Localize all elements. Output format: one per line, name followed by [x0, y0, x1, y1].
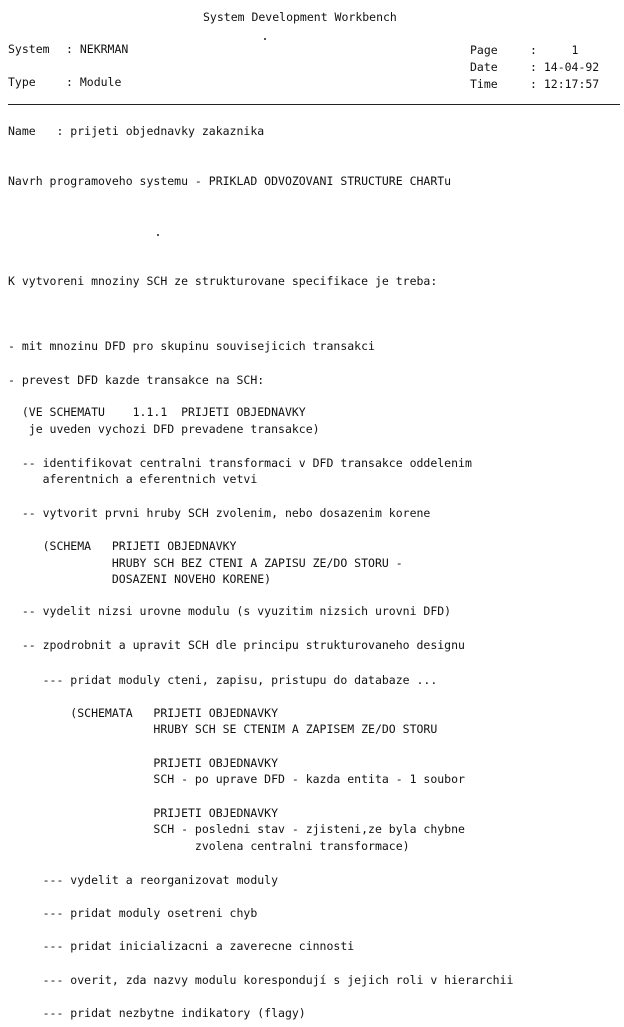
type-label: Type: [8, 75, 36, 89]
list-item: -- vydelit nizsi urovne modulu (s vyuzitim nizsich urovni DFD): [8, 604, 452, 618]
list-item: - mit mnozinu DFD pro skupinu souvisejicich transakci: [8, 339, 375, 353]
type-value: : Module: [66, 75, 122, 89]
list-item: zvolena centralni transformace): [8, 839, 410, 853]
list-item: je uveden vychozi DFD prevadene transakce): [8, 422, 320, 436]
scan-speck: [264, 38, 266, 40]
list-item: --- overit, zda nazvy modulu korespondují s jejich roli v hierarchii: [8, 973, 514, 987]
time-value: : 12:17:57: [530, 77, 600, 91]
list-item: (SCHEMATA PRIJETI OBJEDNAVKY: [8, 706, 279, 720]
list-item: DOSAZENI NOVEHO KORENE): [8, 572, 272, 586]
list-item: HRUBY SCH BEZ CTENI A ZAPISU ZE/DO STORU -: [8, 556, 403, 570]
header-divider: [8, 104, 620, 105]
lead-line: K vytvoreni mnoziny SCH ze strukturovane specifikace je treba:: [8, 274, 438, 288]
page-label: Page: [470, 43, 498, 57]
page-title: System Development Workbench: [203, 10, 397, 24]
date-value: : 14-04-92: [530, 60, 600, 74]
scan-speck: [157, 234, 159, 236]
list-item: SCH - po uprave DFD - kazda entita - 1 soubor: [8, 772, 465, 786]
time-label: Time: [470, 77, 498, 91]
name-line: Name : prijeti objednavky zakaznika: [8, 124, 265, 138]
list-item: SCH - posledni stav - zjisteni,ze byla chybne: [8, 822, 465, 836]
list-item: PRIJETI OBJEDNAVKY: [8, 806, 279, 820]
list-item: (SCHEMA PRIJETI OBJEDNAVKY: [8, 539, 237, 553]
list-item: aferentnich a eferentnich vetvi: [8, 472, 258, 486]
page-value: : 1: [530, 43, 579, 57]
list-item: (VE SCHEMATU 1.1.1 PRIJETI OBJEDNAVKY: [8, 405, 306, 419]
list-item: -- identifikovat centralni transformaci v DFD transakce oddelenim: [8, 456, 472, 470]
list-item: --- pridat inicializacni a zaverecne cinnosti: [8, 939, 355, 953]
list-item: -- vytvorit prvni hruby SCH zvolenim, nebo dosazenim korene: [8, 506, 431, 520]
system-value: : NEKRMAN: [66, 42, 129, 56]
date-label: Date: [470, 60, 498, 74]
list-item: PRIJETI OBJEDNAVKY: [8, 756, 279, 770]
list-item: -- zpodrobnit a upravit SCH dle principu strukturovaneho designu: [8, 638, 465, 652]
list-item: - prevest DFD kazde transakce na SCH:: [8, 373, 265, 387]
list-item: --- pridat moduly cteni, zapisu, pristupu do databaze ...: [8, 673, 438, 687]
list-item: --- pridat moduly osetreni chyb: [8, 906, 258, 920]
system-label: System: [8, 42, 50, 56]
list-item: --- vydelit a reorganizovat moduly: [8, 873, 279, 887]
intro-line: Navrh programoveho systemu - PRIKLAD ODVOZOVANI STRUCTURE CHARTu: [8, 174, 452, 188]
list-item: --- pridat nezbytne indikatory (flagy): [8, 1006, 306, 1020]
list-item: HRUBY SCH SE CTENIM A ZAPISEM ZE/DO STORU: [8, 722, 438, 736]
